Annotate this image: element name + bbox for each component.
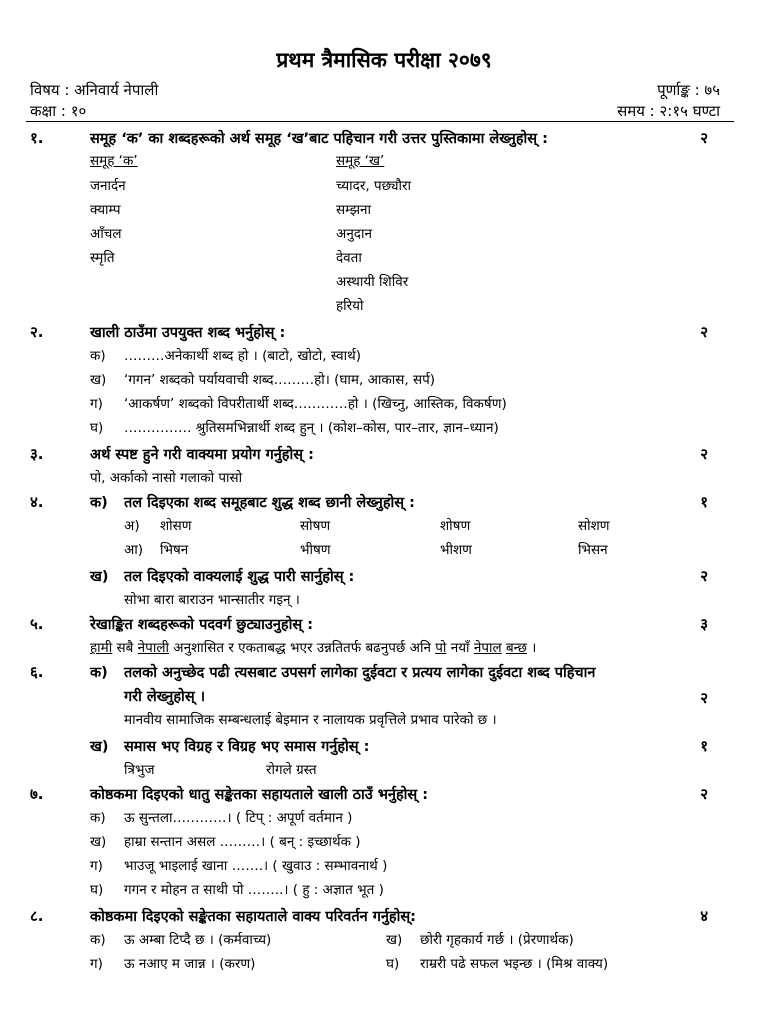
q7-marks: २ (700, 785, 708, 803)
q1-group-b-item: देवता (336, 250, 362, 266)
q1-number: १. (30, 129, 44, 147)
q3-body: पो, अर्काको नासो गलाको पासो (90, 470, 243, 486)
q2-item-label: क) (90, 348, 106, 364)
q6b-marks: १ (700, 737, 708, 755)
q4a-text: तल दिइएका शब्द समूहबाट शुद्ध शब्द छानी लेख्नुहोस् : (124, 495, 415, 511)
q6a-label: क) (90, 665, 108, 681)
q6a-body: मानवीय सामाजिक सम्बन्धलाई बेइमान र नालायक प्रवृत्तिले प्रभाव पारेको छ । (124, 712, 497, 728)
q4-row-label: अ) (124, 518, 140, 534)
q4-number: ४. (30, 493, 44, 511)
q7-item-text: भाउजू भाइलाई खाना …….। ( खुवाउ : सम्भावनार्थ ) (124, 858, 388, 874)
q4-row-label: आ) (124, 542, 144, 558)
q4a-label: क) (90, 495, 108, 511)
q6b-item: त्रिभुज (124, 762, 155, 778)
q6a-text-line1: तलको अनुच्छेद पढी त्यसबाट उपसर्ग लागेका दुईवटा र प्रत्यय लागेका दुईवटा शब्द पहिचान (124, 665, 596, 681)
q4b-marks: २ (700, 567, 708, 585)
q6a-text-line2: गरी लेख्नुहोस् । (124, 689, 206, 705)
q1-group-a-title: समूह ‘क’ (90, 153, 138, 169)
q4b-text: तल दिइएको वाक्यलाई शुद्ध पारी सार्नुहोस् : (124, 569, 355, 585)
q7-item-label: ग) (90, 858, 103, 874)
q4-word: भिषन (160, 542, 189, 558)
full-marks-label: पूर्णाङ्क : ७५ (657, 81, 720, 99)
q7-text: कोष्ठकमा दिइएको धातु सङ्केतका सहायताले खाली ठाउँ भर्नुहोस् : (90, 787, 429, 803)
q1-text: समूह ‘क’ का शब्दहरूको अर्थ समूह ‘ख’बाट पहिचान गरी उत्तर पुस्तिकामा लेख्नुहोस् : (90, 131, 548, 147)
subject-label: विषय : अनिवार्य नेपाली (30, 81, 159, 99)
q7-number: ७. (30, 785, 44, 803)
q1-group-b-title: समूह ‘ख’ (336, 153, 385, 169)
q1-group-a-item: जनार्दन (90, 178, 126, 194)
q5-underlined-word: हामी (90, 640, 113, 656)
q4-word: भीशण (440, 542, 472, 558)
exam-title: प्रथम त्रैमासिक परीक्षा २०७९ (276, 48, 492, 72)
q1-group-a-item: स्मृति (90, 250, 115, 266)
q5-underlined-word: पो (435, 640, 447, 656)
q4b-label: ख) (90, 569, 109, 585)
q8-item-text: राम्ररी पढे सफल भइन्छ । (मिश्र वाक्य) (420, 956, 609, 972)
q8-item-label: ग) (90, 956, 103, 972)
q2-text: खाली ठाउँमा उपयुक्त शब्द भर्नुहोस् : (90, 325, 286, 341)
q4-word: सोशण (578, 518, 610, 534)
header-divider (26, 121, 734, 122)
q4-word: सोषण (300, 518, 331, 534)
q5-underlined-word: नेपाल (473, 640, 502, 656)
q6b-item: रोगले ग्रस्त (266, 762, 317, 778)
q4-word: भीषण (300, 542, 331, 558)
q7-item-text: हाम्रा सन्तान असल ………। ( बन् : इच्छार्थक ) (124, 834, 361, 850)
q8-number: ८. (30, 907, 44, 925)
class-label: कक्षा : १० (30, 102, 87, 120)
q7-item-label: क) (90, 810, 106, 826)
q2-item-text: ‘गगन’ शब्दको पर्यायवाची शब्द………हो। (घाम, आकास, सर्प) (124, 372, 435, 388)
q1-group-b-item: अनुदान (336, 226, 372, 242)
q2-item-text: ………अनेकार्थी शब्द हो । (बाटो, खोटो, स्वार्थ) (124, 348, 362, 364)
q7-item-text: गगन र मोहन त साथी पो ……..। ( हु : अज्ञात भूत ) (124, 882, 384, 898)
q4-word: भिसन (578, 542, 608, 558)
q2-item-text: ‘आकर्षण’ शब्दको विपरीतार्थी शब्द…………हो । (खिच्नु, आस्तिक, विकर्षण) (124, 396, 507, 412)
q5-marks: ३ (700, 615, 708, 633)
q7-item-text: ऊ सुन्तला…………। ( टिप् : अपूर्ण वर्तमान ) (124, 810, 353, 826)
q8-text: कोष्ठकमा दिइएको सङ्केतका सहायताले वाक्य परिवर्तन गर्नुहोस्: (90, 909, 416, 925)
q3-number: ३. (30, 445, 44, 463)
q2-item-label: ग) (90, 396, 103, 412)
q1-group-a-item: आँचल (90, 226, 122, 242)
q6b-text: समास भए विग्रह र विग्रह भए समास गर्नुहोस् : (124, 739, 370, 755)
q2-item-label: ख) (90, 372, 107, 388)
q1-group-b-item: हरियो (336, 298, 364, 314)
q8-marks: ४ (700, 907, 708, 925)
time-label: समय : २:१५ घण्टा (617, 102, 720, 120)
q8-item-text: ऊ अम्बा टिप्दै छ । (कर्मवाच्य) (124, 932, 272, 948)
q1-group-b-item: अस्थायी शिविर (336, 274, 409, 290)
q2-item-label: घ) (90, 420, 104, 436)
q4a-marks: १ (700, 493, 708, 511)
q2-item-text: …………… श्रुतिसमभिन्नार्थी शब्द हुन् । (कोश–कोस, पार–तार, ज्ञान–ध्यान) (124, 420, 499, 436)
q5-text: रेखाङ्कित शब्दहरूको पदवर्ग छुट्याउनुहोस् : (90, 617, 314, 633)
q4-word: शोसण (160, 518, 192, 534)
q6b-label: ख) (90, 739, 109, 755)
q1-group-b-item: च्यादर, पछ्यौरा (336, 178, 412, 194)
q1-group-a-item: क्याम्प (90, 202, 121, 218)
q6-number: ६. (30, 663, 44, 681)
q4-word: शोषण (440, 518, 471, 534)
q5-sentence: हामी सबै नेपाली अनुशासित र एकताबद्ध भएर उन्नतितर्फ बढनुपर्छ अनि पो नयाँ नेपाल बन्छ । (90, 640, 537, 656)
q5-number: ५. (30, 615, 44, 633)
q7-item-label: ख) (90, 834, 107, 850)
q5-underlined-word: बन्छ (505, 640, 527, 656)
q3-text: अर्थ स्पष्ट हुने गरी वाक्यमा प्रयोग गर्नुहोस् : (90, 447, 314, 463)
q5-underlined-word: नेपाली (137, 640, 169, 656)
q2-number: २. (30, 323, 44, 341)
q1-marks: २ (700, 129, 708, 147)
q4b-body: सोभा बारा बाराउन भान्सातीर गइन् । (124, 592, 300, 608)
q8-item-text: ऊ नआए म जान्न । (करण) (124, 956, 256, 972)
q6a-marks: २ (700, 689, 708, 707)
q3-marks: २ (700, 445, 708, 463)
q7-item-label: घ) (90, 882, 104, 898)
q8-item-label: घ) (386, 956, 400, 972)
q2-marks: २ (700, 323, 708, 341)
q8-item-text: छोरी गृहकार्य गर्छ । (प्रेरणार्थक) (420, 932, 574, 948)
q1-group-b-item: सम्झना (336, 202, 372, 218)
q8-item-label: क) (90, 932, 106, 948)
q8-item-label: ख) (386, 932, 403, 948)
